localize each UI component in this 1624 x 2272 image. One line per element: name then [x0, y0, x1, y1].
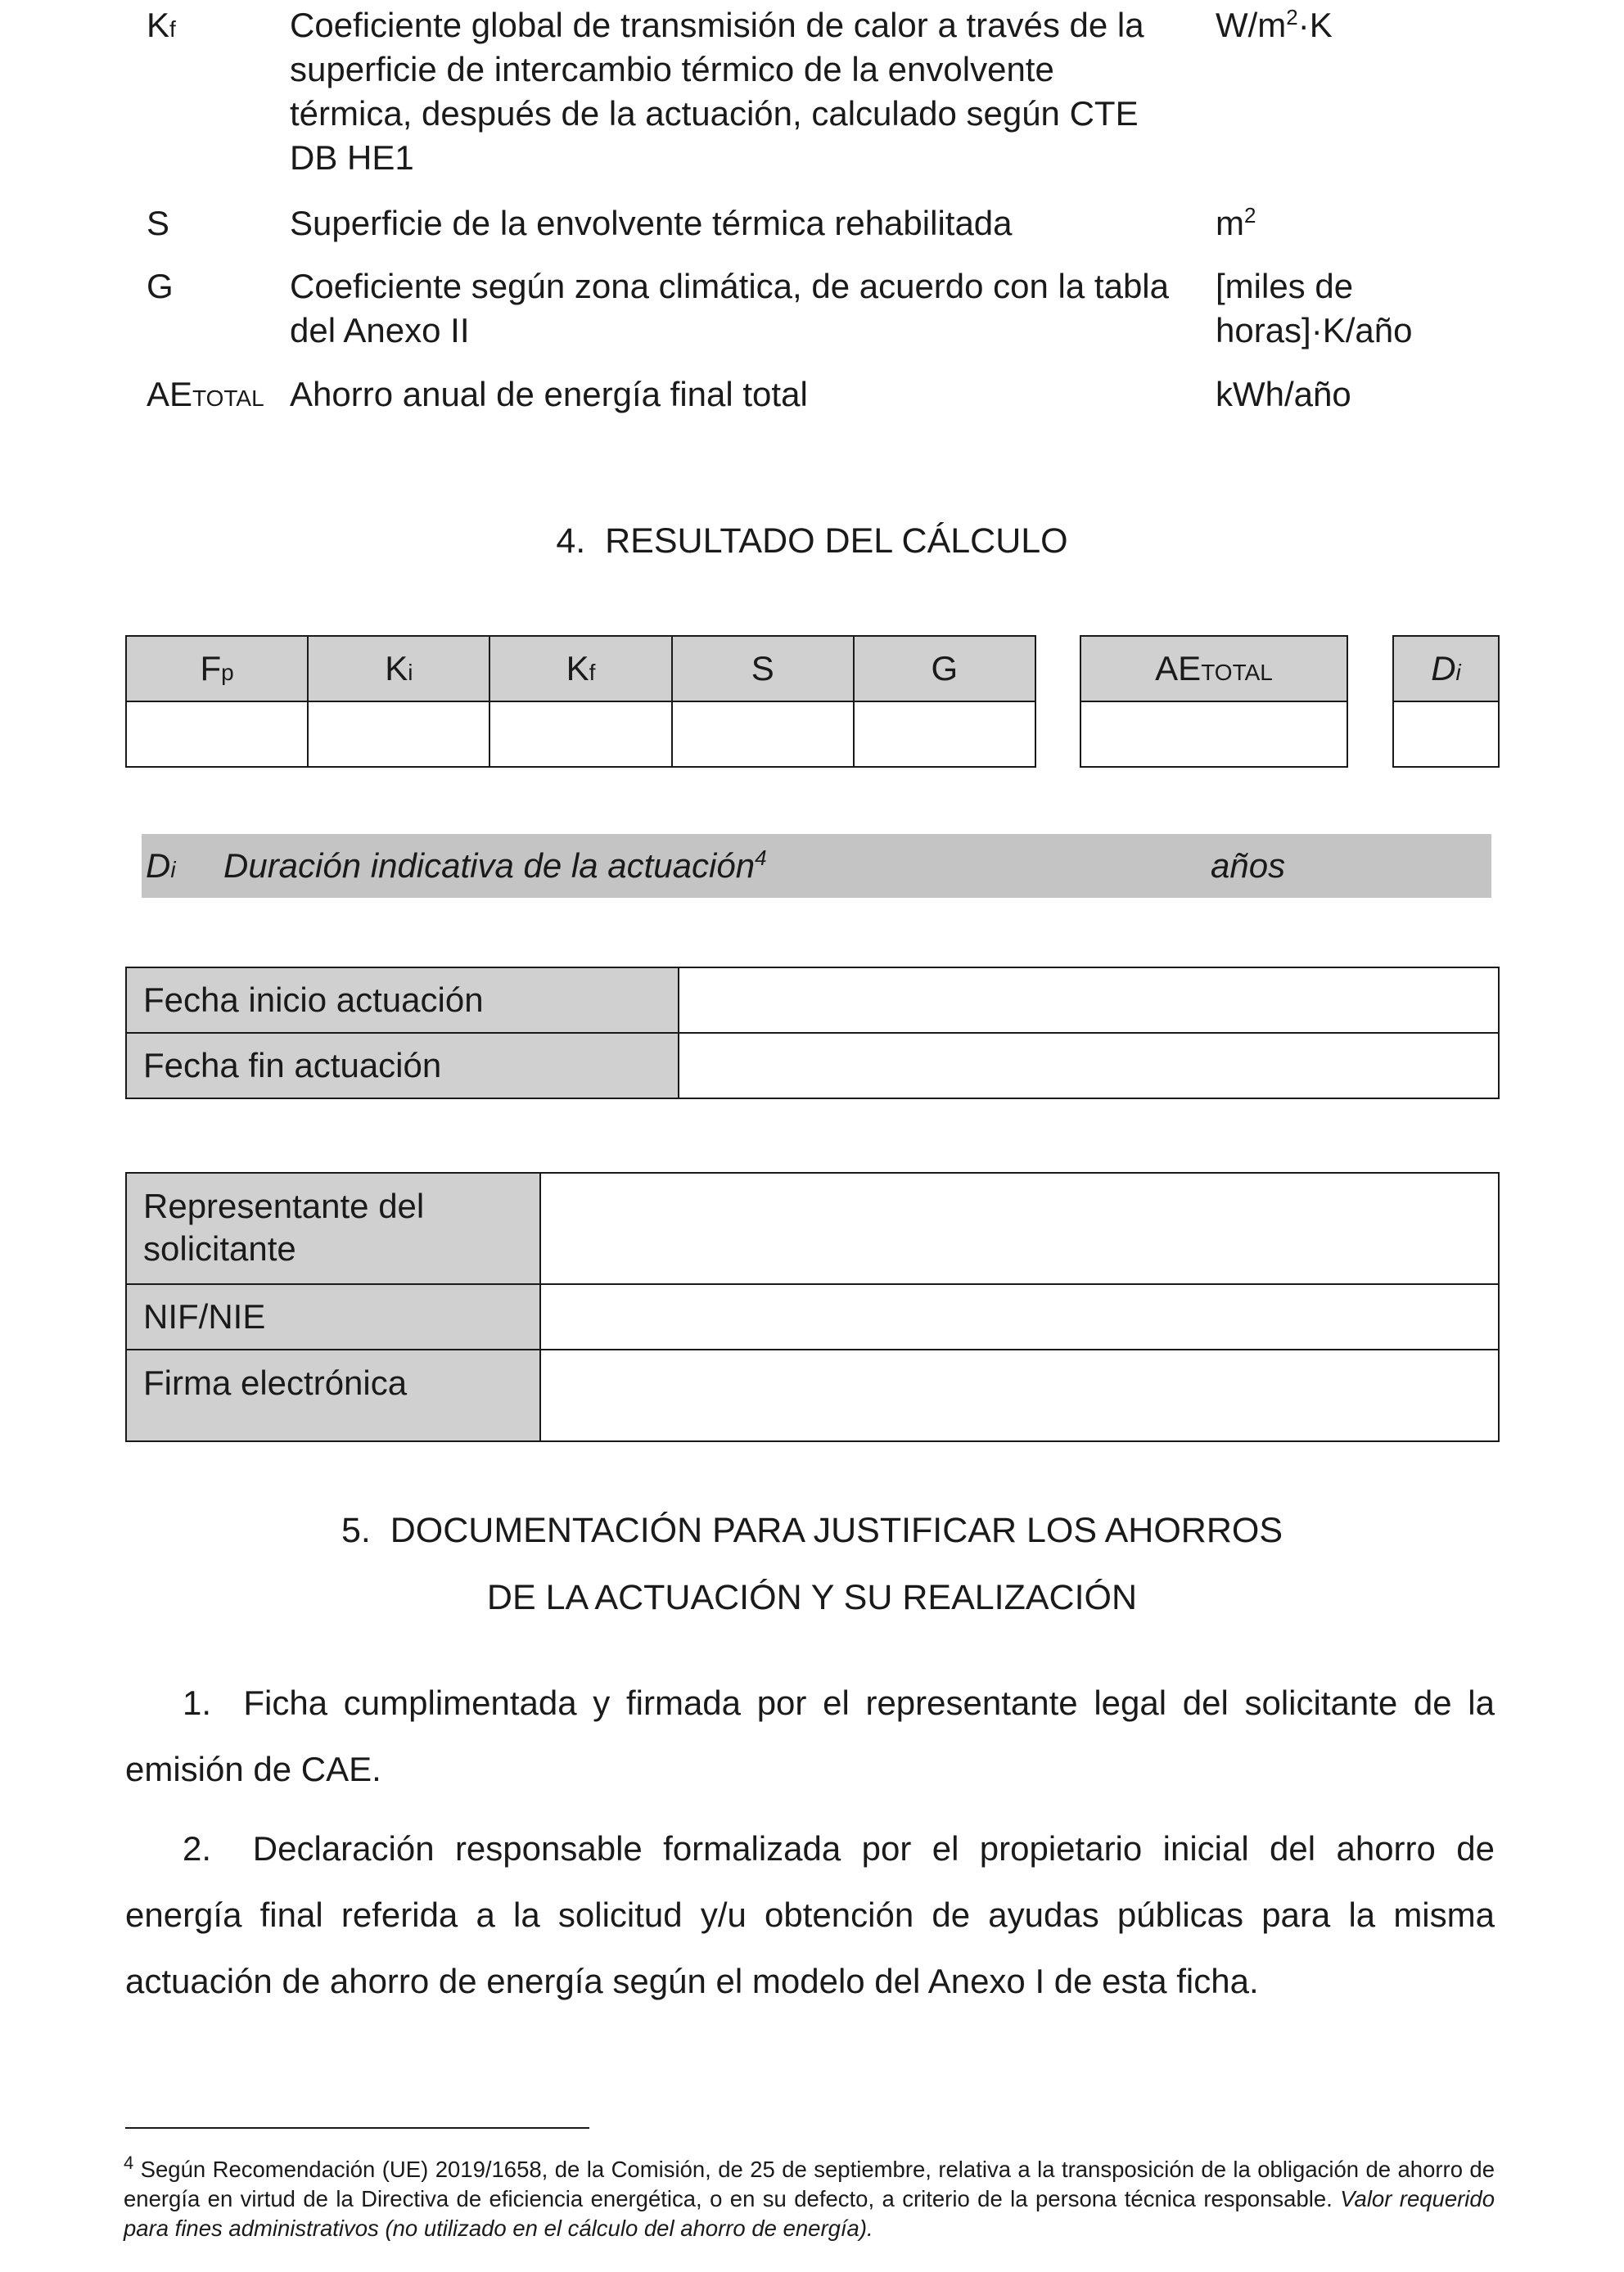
aetotal-table: [1080, 635, 1348, 768]
footnote: $^4$ Según Recomendación (UE) 2019/1658, de la Comisión, de 25 de septiembre, relativa a la transposición de la obligación de ahorro de energía en virtud de la Directiva de eficiencia energética, o en su defecto, a criterio de la persona técnica responsable. Valor requerido para fines administrativos (no utilizado en el cálculo del ahorro de energía).: [124, 2152, 1495, 2241]
result-header-ki: Ki: [308, 636, 489, 701]
footnote-separator: [125, 2127, 589, 2129]
signature-label: Firma electrónica: [126, 1350, 540, 1441]
representative-label: Representante del solicitante: [126, 1173, 540, 1284]
result-header-di: Di: [1393, 636, 1499, 701]
definition-unit: kWh/año: [1216, 375, 1351, 413]
definition-unit: $m^2$: [1216, 203, 1256, 242]
representative-field[interactable]: [540, 1173, 1499, 1284]
signature-table: [125, 1172, 1500, 1442]
date-start-label: Fecha inicio actuación: [126, 967, 679, 1033]
definition-description: Coeficiente global de transmisión de calor a través de la superficie de intercambio térmico de la envolvente térmica, después de la actuación, calculado según CTE DB HE1: [290, 6, 1144, 177]
result-header-kf: Kf: [489, 636, 671, 701]
section-5-heading: 5. DOCUMENTACIÓN PARA JUSTIFICAR LOS AHORROS DE LA ACTUACIÓN Y SU REALIZACIÓN: [341, 1511, 1283, 1617]
definition-symbol: Kf: [147, 6, 176, 44]
result-header-s: S: [672, 636, 854, 701]
di-table: [1392, 635, 1500, 768]
result-header-fp: Fp: [126, 636, 308, 701]
duration-symbol: Di: [146, 846, 176, 885]
date-end-label: Fecha fin actuación: [126, 1033, 679, 1098]
duration-description: Duración indicativa de la actuación$^4$: [223, 845, 767, 885]
documentation-item: 1. Ficha cumplimentada y firmada por el representante legal del solicitante de la emisión de CAE.: [125, 1684, 1495, 1788]
result-table: [125, 635, 1036, 768]
result-input-aetotal[interactable]: [1080, 701, 1347, 767]
definition-symbol: AETOTAL: [147, 375, 264, 413]
dates-table: [125, 967, 1500, 1099]
signature-field[interactable]: [540, 1350, 1499, 1441]
nif-nie-field[interactable]: [540, 1284, 1499, 1350]
definition-unit: $W/m^2\cdot K$: [1216, 5, 1333, 44]
date-start-field[interactable]: [679, 967, 1499, 1033]
date-end-field[interactable]: [679, 1033, 1499, 1098]
definition-description: Coeficiente según zona climática, de acuerdo con la tabla del Anexo II: [290, 267, 1169, 349]
definition-symbol: S: [147, 204, 170, 242]
definition-description: Ahorro anual de energía final total: [290, 375, 808, 413]
definition-unit: [miles de horas]·K/año: [1216, 267, 1413, 349]
definition-description: Superficie de la envolvente térmica rehabilitada: [290, 204, 1013, 242]
duration-definition: [142, 834, 1491, 898]
section-4-heading: 4. RESULTADO DEL CÁLCULO: [556, 521, 1068, 561]
definition-symbol: G: [147, 267, 174, 305]
duration-unit: años: [1211, 846, 1286, 885]
result-header-g: G: [854, 636, 1035, 701]
result-input-ki[interactable]: [308, 701, 489, 767]
result-input-kf[interactable]: [489, 701, 671, 767]
result-input-di[interactable]: [1393, 701, 1499, 767]
result-input-fp[interactable]: [126, 701, 308, 767]
nif-nie-label: NIF/NIE: [126, 1284, 540, 1350]
result-input-s[interactable]: [672, 701, 854, 767]
documentation-item: 2. Declaración responsable formalizada por el propietario inicial del ahorro de energía final referida a la solicitud y/u obtención de ayudas públicas para la misma actuación de ahorro de energía según el modelo del Anexo I de esta ficha.: [125, 1829, 1495, 2000]
result-input-g[interactable]: [854, 701, 1035, 767]
result-header-aetotal: AETOTAL: [1080, 636, 1347, 701]
